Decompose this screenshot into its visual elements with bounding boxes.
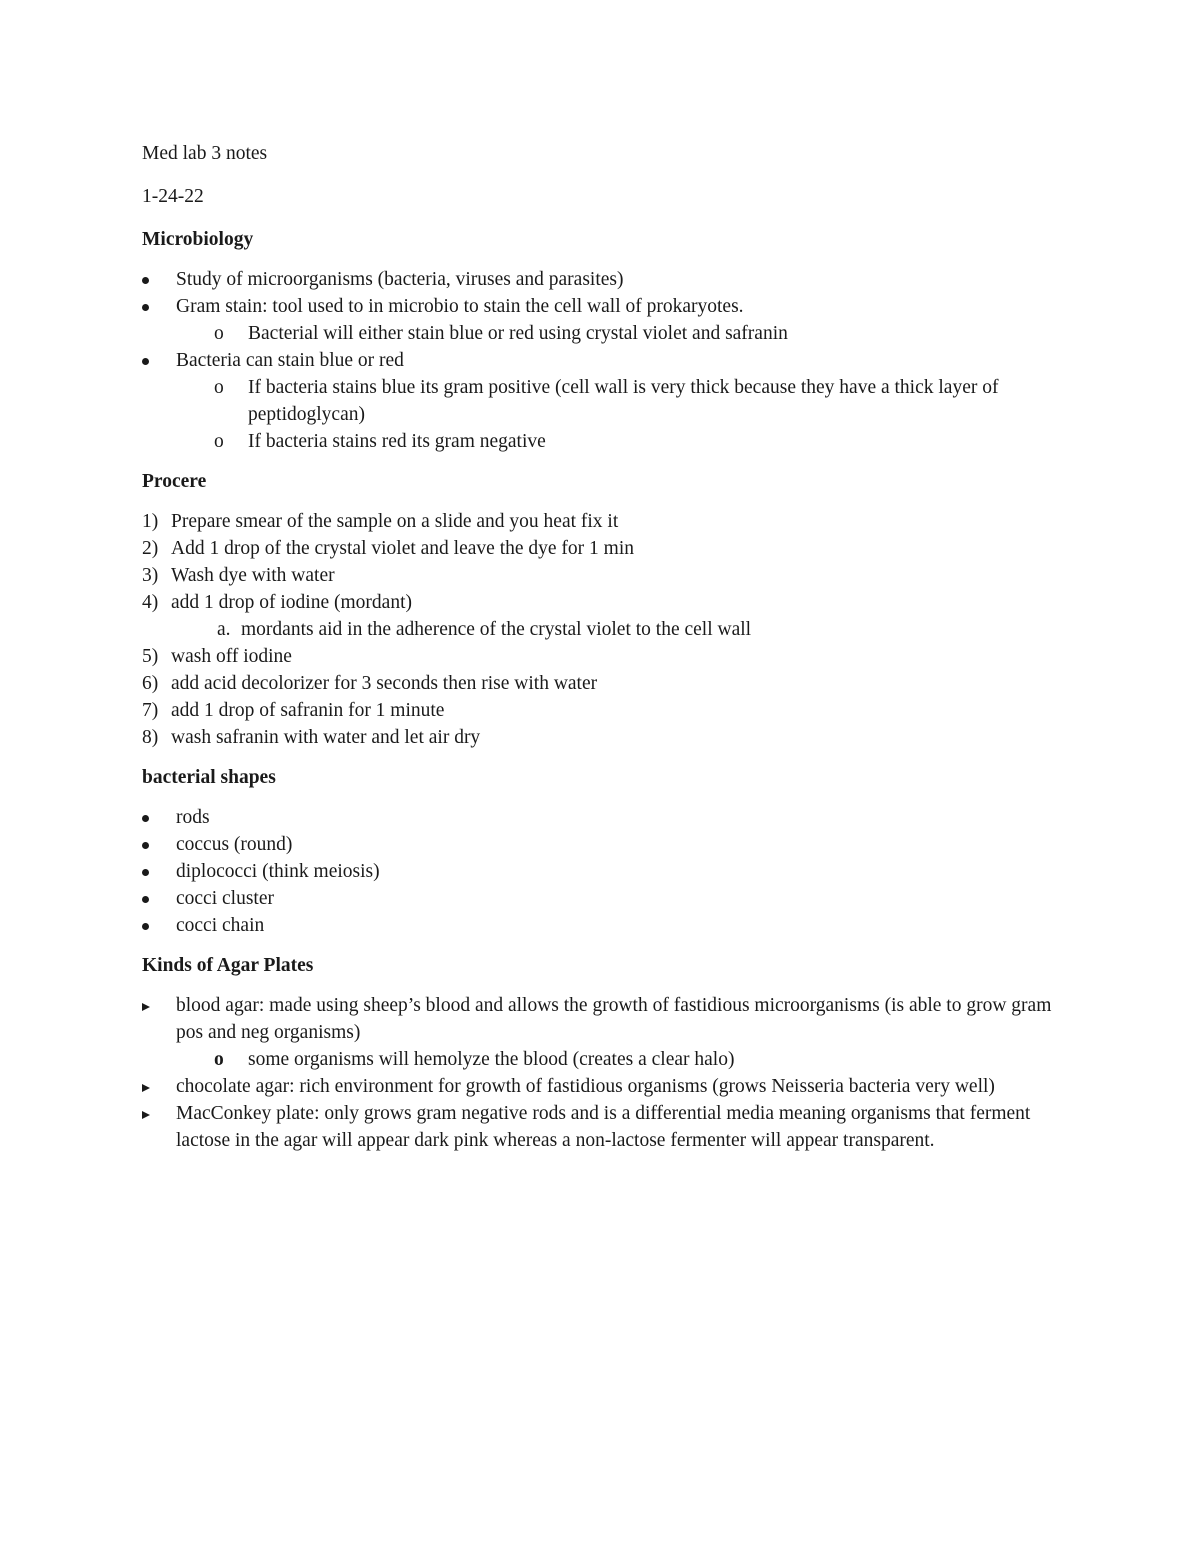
- sub-bullet-marker: o: [214, 431, 224, 452]
- heading-procedure: Procere: [142, 471, 207, 492]
- procedure-step: [142, 697, 1062, 724]
- heading-bacterial-shapes: bacterial shapes: [142, 767, 276, 788]
- list-item-text: rods: [176, 807, 210, 828]
- heading-microbiology: Microbiology: [142, 229, 254, 250]
- sub-list-item-text: If bacteria stains red its gram negative: [248, 431, 546, 452]
- shapes-list: [142, 804, 1062, 939]
- step-text: add 1 drop of iodine (mordant): [171, 592, 412, 613]
- step-number: 3): [142, 565, 159, 586]
- bullet-icon: [142, 277, 149, 284]
- list-item: [142, 1073, 1062, 1100]
- bullet-icon: [142, 815, 149, 822]
- list-item: [142, 347, 1062, 374]
- list-item-text: Study of microorganisms (bacteria, viruses and parasites): [176, 269, 624, 290]
- step-text: Wash dye with water: [171, 565, 335, 586]
- list-item: [142, 266, 1062, 293]
- step-text: Prepare smear of the sample on a slide and you heat fix it: [171, 511, 619, 532]
- step-number: 1): [142, 511, 159, 532]
- list-item-text: cocci cluster: [176, 888, 274, 909]
- document-title: Med lab 3 notes: [142, 143, 268, 164]
- bullet-icon: [142, 923, 149, 930]
- sub-list-item-text: Bacterial will either stain blue or red using crystal violet and safranin: [248, 323, 788, 344]
- sub-list-item-text: some organisms will hemolyze the blood (creates a clear halo): [248, 1049, 735, 1070]
- bullet-icon: [142, 869, 149, 876]
- list-item: [142, 992, 1062, 1046]
- step-number: 6): [142, 673, 159, 694]
- list-item: [142, 885, 1062, 912]
- heading-agar-plates: Kinds of Agar Plates: [142, 955, 314, 976]
- arrow-bullet-icon: [142, 1084, 150, 1092]
- procedure-step: [142, 670, 1062, 697]
- sub-list-item: [142, 428, 1062, 455]
- list-item-text: Gram stain: tool used to in microbio to stain the cell wall of prokaryotes.: [176, 296, 744, 317]
- sub-list-item: [142, 374, 1062, 428]
- document-date: 1-24-22: [142, 186, 204, 207]
- procedure-step: [142, 724, 1062, 751]
- step-number: 8): [142, 727, 159, 748]
- document-page: [142, 140, 1062, 1167]
- list-item-text: MacConkey plate: only grows gram negative rods and is a differential media meaning organisms that ferment lactose in the agar will appear dark pink whereas a non-lactose fermenter will appear transparent.: [176, 1103, 1031, 1151]
- sub-step-text: mordants aid in the adherence of the crystal violet to the cell wall: [241, 619, 752, 640]
- sub-step-letter: a.: [217, 619, 231, 640]
- sub-list-item: [142, 320, 1062, 347]
- bullet-icon: [142, 896, 149, 903]
- procedure-step: [142, 508, 1062, 535]
- list-item-text: blood agar: made using sheep’s blood and allows the growth of fastidious microorganisms (is able to grow gram pos and neg organisms): [176, 995, 1052, 1043]
- list-item: [142, 912, 1062, 939]
- list-item: [142, 1100, 1062, 1154]
- microbiology-list: [142, 266, 1062, 455]
- sub-bullet-marker: o: [214, 377, 224, 398]
- sub-list-item-text: If bacteria stains blue its gram positive (cell wall is very thick because they have a thick layer of peptidoglycan): [248, 377, 999, 425]
- arrow-bullet-icon: [142, 1111, 150, 1119]
- agar-list: [142, 992, 1062, 1154]
- list-item: [142, 831, 1062, 858]
- procedure-step: [142, 535, 1062, 562]
- step-text: add acid decolorizer for 3 seconds then rise with water: [171, 673, 598, 694]
- step-text: wash safranin with water and let air dry: [171, 727, 481, 748]
- list-item-text: cocci chain: [176, 915, 265, 936]
- list-item-text: chocolate agar: rich environment for growth of fastidious organisms (grows Neisseria bacteria very well): [176, 1076, 995, 1097]
- step-number: 4): [142, 592, 159, 613]
- step-text: wash off iodine: [171, 646, 292, 667]
- procedure-sub-step: [142, 616, 1062, 643]
- list-item: [142, 804, 1062, 831]
- step-text: add 1 drop of safranin for 1 minute: [171, 700, 445, 721]
- list-item-text: diplococci (think meiosis): [176, 861, 380, 882]
- step-number: 7): [142, 700, 159, 721]
- list-item-text: Bacteria can stain blue or red: [176, 350, 404, 371]
- list-item: [142, 858, 1062, 885]
- procedure-list: [142, 508, 1062, 751]
- procedure-step: [142, 562, 1062, 589]
- bullet-icon: [142, 358, 149, 365]
- procedure-step: [142, 643, 1062, 670]
- sub-list-item: [142, 1046, 1062, 1073]
- step-number: 5): [142, 646, 159, 667]
- sub-bullet-marker: o: [214, 323, 224, 344]
- bullet-icon: [142, 304, 149, 311]
- arrow-bullet-icon: [142, 1003, 150, 1011]
- list-item-text: coccus (round): [176, 834, 293, 855]
- procedure-step: [142, 589, 1062, 616]
- step-text: Add 1 drop of the crystal violet and leave the dye for 1 min: [171, 538, 634, 559]
- list-item: [142, 293, 1062, 320]
- step-number: 2): [142, 538, 159, 559]
- sub-bullet-marker: o: [214, 1049, 224, 1070]
- bullet-icon: [142, 842, 149, 849]
